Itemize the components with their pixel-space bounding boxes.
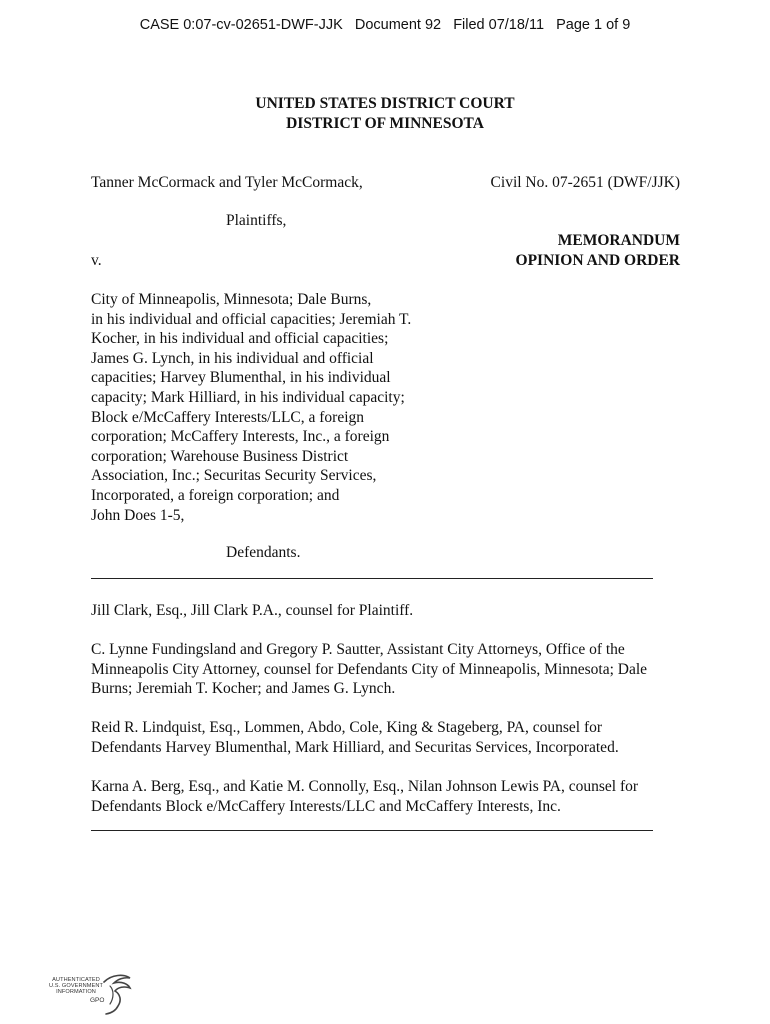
- defendants-line: Association, Inc.; Securitas Security Services,: [91, 467, 377, 485]
- defendants-line: capacity; Mark Hilliard, in his individual capacity;: [91, 388, 405, 406]
- counsel-mccaffery-defendants: [91, 777, 683, 816]
- plaintiffs-label: Plaintiffs,: [226, 212, 287, 229]
- counsel-blumenthal-defendants: [91, 718, 683, 757]
- defendants-line: capacities; Harvey Blumenthal, in his individual: [91, 369, 391, 387]
- versus: v.: [91, 252, 102, 269]
- defendants-line: City of Minneapolis, Minnesota; Dale Burns,: [91, 291, 372, 308]
- defendants-line: corporation; Warehouse Business District: [91, 447, 349, 465]
- defendants-list: [91, 290, 451, 525]
- counsel-city-defendants: [91, 640, 683, 699]
- counsel-plaintiff: [91, 601, 683, 621]
- case-header: CASE 0:07-cv-02651-DWF-JJK Document 92 Filed 07/18/11 Page 1 of 9: [139, 17, 631, 33]
- defendants-line: John Does 1-5,: [91, 506, 185, 524]
- civil-number: Civil No. 07-2651 (DWF/JJK): [490, 174, 680, 191]
- defendants-line: in his individual and official capacities; Jeremiah T.: [91, 310, 412, 328]
- counsel-line: C. Lynne Fundingsland and Gregory P. Sautter, Assistant City Attorneys, Office of the: [91, 641, 625, 658]
- counsel-line: Jill Clark, Esq., Jill Clark P.A., counsel for Plaintiff.: [91, 602, 414, 619]
- caption-divider: [91, 578, 653, 579]
- gpo-authentication-seal: [42, 972, 132, 1018]
- seal-text: AUTHENTICATED U.S. GOVERNMENT INFORMATION: [48, 977, 104, 995]
- document-title-line-2: OPINION AND ORDER: [515, 252, 680, 269]
- defendants-line: Kocher, in his individual and official capacities;: [91, 330, 389, 348]
- court-heading: [0, 94, 770, 133]
- document-title-line-1: MEMORANDUM: [557, 232, 680, 249]
- plaintiffs-names: Tanner McCormack and Tyler McCormack,: [91, 174, 363, 191]
- counsel-line: Defendants Harvey Blumenthal, Mark Hilliard, and Securitas Services, Incorporated.: [91, 738, 619, 756]
- defendants-line: Block e/McCaffery Interests/LLC, a foreign: [91, 408, 365, 426]
- counsel-line: Reid R. Lindquist, Esq., Lommen, Abdo, Cole, King & Stageberg, PA, counsel for: [91, 719, 603, 736]
- counsel-line: Minneapolis City Attorney, counsel for Defendants City of Minneapolis, Minnesota; Dale: [91, 660, 648, 678]
- defendants-line: Incorporated, a foreign corporation; and: [91, 486, 340, 504]
- defendants-line: corporation; McCaffery Interests, Inc., a foreign: [91, 428, 390, 446]
- counsel-line: Defendants Block e/McCaffery Interests/LLC and McCaffery Interests, Inc.: [91, 797, 561, 815]
- court-district: DISTRICT OF MINNESOTA: [286, 114, 484, 132]
- counsel-line: Karna A. Berg, Esq., and Katie M. Connolly, Esq., Nilan Johnson Lewis PA, counsel for: [91, 778, 639, 795]
- defendants-line: James G. Lynch, in his individual and official: [91, 349, 374, 367]
- court-name: UNITED STATES DISTRICT COURT: [255, 95, 515, 112]
- defendants-label: Defendants.: [226, 544, 301, 561]
- counsel-divider: [91, 830, 653, 831]
- counsel-line: Burns; Jeremiah T. Kocher; and James G. Lynch.: [91, 680, 396, 698]
- eagle-icon: [100, 972, 134, 1016]
- seal-mark: GPO: [90, 997, 105, 1004]
